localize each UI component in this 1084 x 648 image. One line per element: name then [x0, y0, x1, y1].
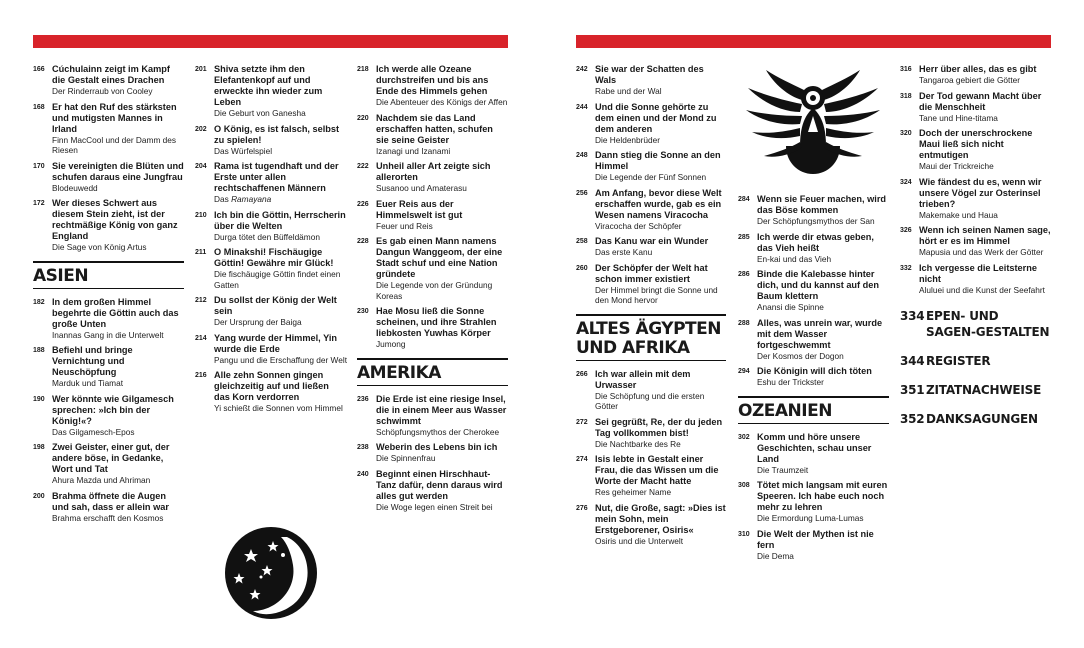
backmatter-entry [900, 308, 1051, 340]
toc-entry [33, 394, 184, 438]
toc-entry [195, 333, 347, 366]
entry-body [214, 210, 347, 243]
entry-body [52, 394, 184, 438]
toc-entry [195, 124, 347, 157]
toc-entry [195, 161, 347, 205]
toc-entry [33, 491, 184, 524]
entry-subtitle: Eshu der Trickster [757, 377, 824, 387]
entry-title: Ich bin die Göttin, Herrscherin über die Welten [214, 209, 346, 231]
toc-entry [357, 469, 508, 513]
entry-subtitle: Das Würfelspiel [214, 145, 273, 156]
page-number: 230 [357, 308, 369, 315]
backmatter-entry [900, 411, 1051, 427]
page-number: 318 [900, 92, 912, 100]
section-heading-line-2: UND AFRIKA [576, 337, 690, 358]
toc-entry [576, 454, 726, 498]
page-number: 212 [195, 297, 207, 304]
toc-entry [576, 102, 726, 146]
page-number: 324 [900, 178, 912, 186]
toc-entry [738, 318, 889, 362]
page-number: 276 [576, 504, 588, 512]
column-1 [33, 64, 184, 528]
page-number: 190 [33, 395, 45, 403]
toc-entry [576, 150, 726, 183]
page-number: 202 [195, 125, 207, 133]
toc-entry [33, 442, 184, 486]
entry-title: Wenn ich seinen Namen sage, hört er es im Himmel [919, 225, 1051, 246]
entry-body [919, 263, 1051, 296]
entry-title: Die Erde ist eine riesige Insel, die in einem Meer aus Wasser schwimmt [376, 393, 507, 426]
section-underline [357, 385, 508, 386]
page-number: 285 [738, 233, 750, 241]
page-number: 236 [357, 395, 369, 403]
entry-body [595, 503, 726, 547]
entry-subtitle: Durga tötet den Büffeldämon [214, 231, 320, 242]
toc-entry [357, 442, 508, 464]
list-col1a [33, 64, 184, 253]
entry-subtitle: Mapusia und das Werk der Götter [919, 247, 1044, 257]
entry-body [919, 225, 1051, 258]
entry-body [757, 318, 889, 362]
toc-entry [576, 263, 726, 306]
entry-subtitle: Die Traumzeit [757, 464, 809, 475]
backmatter-list [900, 308, 1051, 427]
entry-body [757, 529, 889, 562]
page-number: 211 [195, 249, 207, 256]
toc-entry [357, 394, 508, 438]
entry-title: Zwei Geister, einer gut, der andere böse, in Gedanke, Wort und Tat [52, 442, 170, 474]
page-number: 188 [33, 347, 45, 354]
entry-body [919, 64, 1051, 86]
entry-title: Sie war der Schatten des Wals [595, 64, 704, 85]
page-number: 228 [357, 238, 369, 245]
page-number: 294 [738, 368, 750, 375]
toc-entry [900, 64, 1051, 86]
entry-title: Dann stieg die Sonne an den Himmel [595, 150, 721, 171]
entry-subtitle: Blodeuwedd [52, 182, 98, 193]
backmatter-title: REGISTER [926, 354, 991, 368]
toc-entry [576, 188, 726, 232]
entry-title: Nachdem sie das Land erschaffen hatten, schufen sie seine Geister [376, 112, 493, 145]
toc-entry [357, 64, 508, 108]
entry-title: In dem großen Himmel begehrte die Göttin auch das große Unten [52, 296, 179, 329]
entry-title: Die Welt der Mythen ist nie fern [757, 528, 874, 550]
entry-subtitle: En-kai und das Vieh [757, 253, 832, 264]
entry-title: Wie fändest du es, wenn wir unsere Vögel zur Osterinsel trieben? [919, 176, 1042, 209]
section-heading-asien: ASIEN [33, 265, 89, 286]
list-col1b [33, 297, 184, 524]
entry-title: Du sollst der König der Welt sein [214, 295, 337, 316]
entry-subtitle: Finn MacCool und der Damm des Riesen [52, 134, 177, 155]
page-number: 302 [738, 433, 750, 441]
page-number: 226 [357, 200, 369, 208]
page-number: 220 [357, 114, 369, 122]
section-underline [738, 423, 889, 424]
entry-subtitle: Pangu und die Erschaffung der Welt [214, 354, 347, 365]
page-number: 260 [576, 264, 588, 272]
entry-subtitle: Die Nachtbarke des Re [595, 438, 681, 449]
page-number: 242 [576, 66, 588, 73]
entry-subtitle: Rabe und der Wal [595, 86, 662, 96]
entry-subtitle [214, 194, 347, 205]
entry-subtitle-prefix: Das [214, 194, 232, 204]
list-col2 [195, 64, 347, 414]
entry-body [757, 194, 889, 227]
entry-body [214, 295, 347, 328]
page-number: 256 [576, 189, 588, 197]
entry-title: Herr über alles, das es gibt [919, 64, 1037, 74]
toc-entry [576, 236, 726, 258]
toc-entry [357, 161, 508, 194]
page-number: 182 [33, 298, 45, 306]
entry-subtitle: Der Schöpfungsmythos der San [757, 216, 875, 226]
toc-entry [900, 263, 1051, 296]
toc-entry [738, 480, 889, 524]
section-heading-ozeanien: OZEANIEN [738, 400, 832, 421]
toc-entry [195, 247, 347, 290]
entry-body [757, 232, 889, 265]
toc-entry [33, 198, 184, 253]
right-page-red-bar [576, 35, 1051, 48]
entry-title: Wer dieses Schwert aus diesem Stein zieht, ist der rechtmäßige König von ganz England [52, 198, 178, 241]
toc-entry [576, 503, 726, 547]
entry-title: Er hat den Ruf des stärksten und mutigsten Mannes in Irland [52, 101, 177, 134]
entry-body [214, 124, 347, 157]
page-number: 222 [357, 163, 369, 170]
entry-body [595, 454, 726, 498]
entry-subtitle: Susanoo und Amaterasu [376, 183, 467, 193]
page-number: 266 [576, 370, 588, 378]
page-number: 244 [576, 103, 588, 111]
list-col5b [738, 432, 889, 562]
entry-body [595, 64, 726, 97]
toc-entry [900, 177, 1051, 221]
page-number: 172 [33, 200, 45, 207]
page-number: 326 [900, 227, 912, 234]
page-number: 201 [195, 66, 207, 73]
left-page-red-bar [33, 35, 508, 48]
entry-subtitle: Yi schießt die Sonnen vom Himmel [214, 403, 343, 413]
toc-entry [195, 370, 347, 414]
toc-entry [738, 232, 889, 265]
entry-body [376, 199, 508, 232]
entry-title: Komm und höre unsere Geschichten, schau unser Land [757, 431, 872, 464]
winged-sun-figure-icon [742, 66, 884, 182]
entry-subtitle: Der Ursprung der Baiga [214, 317, 302, 327]
page-number: 198 [33, 444, 45, 451]
entry-title: Ich werde dir etwas geben, das Vieh heißt [757, 231, 874, 253]
entry-body [52, 161, 184, 194]
entry-subtitle: Die Woge legen einen Streit bei [376, 501, 493, 512]
toc-entry [195, 64, 347, 119]
page-number: 274 [576, 456, 588, 463]
entry-subtitle: Die fischäugige Göttin findet einen Gatten [214, 269, 341, 290]
entry-subtitle: Makemake und Haua [919, 209, 998, 220]
entry-body [757, 432, 889, 476]
entry-title: Ich vergesse die Leitsterne nicht [919, 262, 1037, 284]
entry-title: Unheil aller Art zeigte sich allerorten [376, 161, 491, 182]
entry-subtitle: Die Spinnenfrau [376, 453, 436, 463]
toc-entry [576, 369, 726, 412]
entry-subtitle: Aluluei und die Kunst der Seefahrt [919, 284, 1045, 295]
section-heading-line-1: ALTES ÄGYPTEN [576, 318, 721, 339]
page-number: 166 [33, 66, 45, 73]
entry-subtitle: Das Gilgamesch-Epos [52, 426, 135, 437]
entry-subtitle: Osiris und die Unterwelt [595, 535, 684, 546]
entry-title: O König, es ist falsch, selbst zu spielen! [214, 123, 340, 145]
toc-entry [900, 225, 1051, 258]
entry-title: Cúchulainn zeigt im Kampf die Gestalt eines Drachen [52, 64, 170, 85]
toc-entry [357, 306, 508, 350]
entry-subtitle-italic: Ramayana [231, 194, 272, 204]
backmatter-entry [900, 382, 1051, 398]
entry-title: Doch der unerschrockene Maui ließ sich nicht entmutigen [919, 128, 1033, 160]
entry-body [376, 469, 508, 513]
entry-body [214, 333, 347, 366]
entry-body [52, 102, 184, 156]
entry-body [376, 442, 508, 464]
page-number: 310 [738, 530, 750, 538]
entry-title: Beginnt einen Hirschhaut-Tanz dafür, denn daraus wird alles gut werden [376, 468, 503, 501]
backmatter-title: EPEN- UND SAGEN-GESTALTEN [926, 309, 1050, 339]
entry-subtitle: Die Abenteuer des Königs der Affen [376, 97, 508, 107]
toc-entry [738, 366, 889, 388]
page-number: 351 [900, 383, 925, 397]
entry-title: Ich war allein mit dem Urwasser [595, 368, 691, 390]
entry-body [214, 247, 347, 290]
entry-body [919, 91, 1051, 124]
entry-body [919, 177, 1051, 221]
entry-body [376, 306, 508, 350]
entry-body [919, 128, 1051, 172]
entry-subtitle: Marduk und Tiamat [52, 378, 124, 388]
entry-subtitle: Res geheimer Name [595, 487, 672, 497]
entry-subtitle: Das erste Kanu [595, 247, 653, 257]
page-number: 210 [195, 211, 207, 219]
entry-body [757, 480, 889, 524]
toc-entry [738, 432, 889, 476]
entry-title: Der Schöpfer der Welt hat schon immer existiert [595, 262, 708, 284]
entry-body [52, 297, 184, 341]
entry-title: Sie vereinigten die Blüten und schufen daraus eine Jungfrau [52, 160, 184, 182]
page-number: 170 [33, 162, 45, 170]
list-col3b [357, 394, 508, 513]
backmatter-entry [900, 353, 1051, 369]
entry-title: Brahma öffnete die Augen und sah, dass er allein war [52, 490, 169, 512]
backmatter-title: ZITATNACHWEISE [926, 383, 1042, 397]
page-number: 218 [357, 66, 369, 73]
column-6 [900, 64, 1051, 440]
entry-title: Es gab einen Mann namens Dangun Wanggeom, der eine Stadt schuf und eine Nation gründete [376, 236, 503, 279]
entry-body [214, 370, 347, 414]
entry-body [214, 161, 347, 205]
section-underline [576, 360, 726, 361]
entry-subtitle: Der Himmel bringt die Sonne und den Mond hervor [595, 284, 718, 305]
entry-body [595, 236, 726, 258]
page-number: 248 [576, 152, 588, 159]
entry-body [595, 188, 726, 232]
entry-title: Tötet mich langsam mit euren Speeren. Ich habe euch noch mehr zu lehren [757, 480, 888, 512]
page-number: 286 [738, 271, 750, 278]
entry-title: Alles, was unrein war, wurde mit dem Wasser fortgeschwemmt [757, 317, 883, 350]
page-number: 334 [900, 309, 925, 323]
entry-subtitle: Tangaroa gebiert die Götter [919, 75, 1021, 85]
list-col5a [738, 194, 889, 388]
entry-title: Rama ist tugendhaft und der Erste unter allen rechtschaffenen Männern [214, 161, 339, 193]
entry-subtitle: Feuer und Reis [376, 220, 433, 231]
entry-body [376, 64, 508, 108]
entry-title: Wer könnte wie Gilgamesch sprechen: »Ich bin der König!«? [52, 393, 174, 426]
entry-body [52, 198, 184, 253]
entry-title: Sei gegrüßt, Re, der du jeden Tag vollkommen bist! [595, 416, 723, 438]
entry-body [757, 366, 889, 388]
list-col6 [900, 64, 1051, 295]
entry-title: Isis lebte in Gestalt einer Frau, die das Wissen um die Worte der Macht hatte [595, 454, 719, 486]
entry-title: Am Anfang, bevor diese Welt erschaffen wurde, gab es ein Wesen namens Viracocha [595, 187, 722, 220]
backmatter-title: DANKSAGUNGEN [926, 412, 1038, 426]
entry-title: Ich werde alle Ozeane durchstreifen und bis ans Ende des Himmels gehen [376, 64, 489, 96]
entry-title: Der Tod gewann Macht über die Menschheit [919, 90, 1042, 112]
entry-title: Alle zehn Sonnen gingen gleichzeitig auf und ließen das Korn verdorren [214, 370, 329, 402]
toc-entry [33, 161, 184, 194]
toc-entry [33, 297, 184, 341]
entry-body [757, 269, 889, 313]
toc-entry [900, 128, 1051, 172]
section-heading-afrika [576, 316, 726, 360]
entry-title: O Minakshi! Fischäugige Göttin! Gewähre mir Glück! [214, 247, 334, 268]
entry-subtitle: Die Sage von König Artus [52, 242, 147, 252]
entry-subtitle: Die Legende der Fünf Sonnen [595, 172, 707, 182]
page-number: 214 [195, 334, 207, 342]
list-col4b [576, 369, 726, 547]
page-number: 200 [33, 492, 45, 500]
column-3 [357, 64, 508, 517]
entry-title: Hae Mosu ließ die Sonne scheinen, und ihre Strahlen liebkosten Yuwhas Körper [376, 306, 497, 338]
entry-subtitle: Brahma erschafft den Kosmos [52, 512, 164, 523]
entry-body [376, 236, 508, 301]
column-5 [738, 194, 889, 566]
toc-entry [33, 64, 184, 97]
entry-title: Das Kanu war ein Wunder [595, 236, 709, 246]
toc-entry [357, 113, 508, 157]
entry-subtitle: Die Ermordung Luma-Lumas [757, 513, 864, 523]
toc-entry [900, 91, 1051, 124]
toc-entry [33, 345, 184, 389]
page-number: 316 [900, 66, 912, 73]
entry-title: Shiva setzte ihm den Elefantenkopf auf und erweckte ihn wieder zum Leben [214, 64, 323, 107]
entry-subtitle: Tane und Hine-titama [919, 112, 998, 123]
entry-subtitle: Die Geburt von Ganesha [214, 108, 306, 118]
entry-body [595, 263, 726, 306]
entry-subtitle: Der Kosmos der Dogon [757, 350, 844, 361]
entry-subtitle: Viracocha der Schöpfer [595, 220, 682, 231]
toc-entry [195, 295, 347, 328]
entry-body [52, 345, 184, 389]
toc-entry [357, 236, 508, 301]
page-number: 238 [357, 444, 369, 451]
entry-body [595, 150, 726, 183]
toc-entry [33, 102, 184, 156]
entry-body [595, 102, 726, 146]
entry-title: Nut, die Große, sagt: »Dies ist mein Sohn, mein Erstgeborener, Osiris« [595, 502, 726, 535]
entry-body [52, 491, 184, 524]
entry-body [52, 442, 184, 486]
page-number: 308 [738, 482, 750, 489]
section-heading-amerika: AMERIKA [357, 362, 441, 383]
entry-subtitle: Maui der Trickreiche [919, 161, 994, 171]
toc-entry [576, 64, 726, 97]
entry-body [376, 394, 508, 438]
page-number: 204 [195, 163, 207, 170]
entry-title: Yang wurde der Himmel, Yin wurde die Erde [214, 332, 338, 354]
entry-body [52, 64, 184, 97]
entry-subtitle: Inannas Gang in die Unterwelt [52, 329, 164, 340]
entry-title: Euer Reis aus der Himmelswelt ist gut [376, 198, 463, 220]
toc-entry [738, 269, 889, 313]
page-number: 168 [33, 103, 45, 111]
page-number: 216 [195, 372, 207, 379]
entry-subtitle: Izanagi und Izanami [376, 145, 451, 156]
toc-entry [738, 529, 889, 562]
page-number: 258 [576, 238, 588, 245]
entry-body [595, 417, 726, 450]
entry-subtitle: Die Schöpfung und die ersten Götter [595, 390, 705, 411]
entry-title: Wenn sie Feuer machen, wird das Böse kommen [757, 194, 887, 215]
entry-subtitle: Die Legende von der Gründung Koreas [376, 280, 493, 301]
page-number: 284 [738, 196, 750, 203]
page-number: 288 [738, 319, 750, 327]
column-2 [195, 64, 347, 419]
toc-entry [738, 194, 889, 227]
list-col3a [357, 64, 508, 350]
page-number: 272 [576, 418, 588, 426]
column-4 [576, 64, 726, 551]
toc-entry [576, 417, 726, 450]
page-number: 344 [900, 354, 925, 368]
list-col4a [576, 64, 726, 306]
entry-title: Weberin des Lebens bin ich [376, 442, 498, 452]
entry-subtitle: Der Rinderraub von Cooley [52, 86, 153, 96]
toc-entry [195, 210, 347, 243]
entry-title: Binde die Kalebasse hinter dich, und du kannst auf den Baum klettern [757, 269, 879, 301]
entry-title: Befiehl und bringe Vernichtung und Neuschöpfung [52, 345, 133, 377]
entry-title: Die Königin will dich töten [757, 366, 872, 376]
entry-subtitle: Ahura Mazda und Ahriman [52, 475, 151, 485]
entry-body [376, 113, 508, 157]
entry-body [595, 369, 726, 412]
section-underline [33, 288, 184, 289]
page-number: 352 [900, 412, 925, 426]
toc-entry [357, 199, 508, 232]
page-number: 332 [900, 264, 912, 272]
entry-title: Und die Sonne gehörte zu dem einen und der Mond zu dem anderen [595, 101, 717, 134]
entry-subtitle: Anansi die Spinne [757, 302, 824, 312]
page-number: 320 [900, 130, 912, 137]
page-number: 240 [357, 470, 369, 478]
entry-body [214, 64, 347, 119]
moon-stars-icon [223, 525, 319, 621]
entry-subtitle: Jumong [376, 339, 406, 349]
entry-body [376, 161, 508, 194]
entry-subtitle: Die Dema [757, 550, 794, 561]
entry-subtitle: Schöpfungsmythos der Cherokee [376, 426, 500, 437]
entry-subtitle: Die Heldenbrüder [595, 134, 661, 145]
